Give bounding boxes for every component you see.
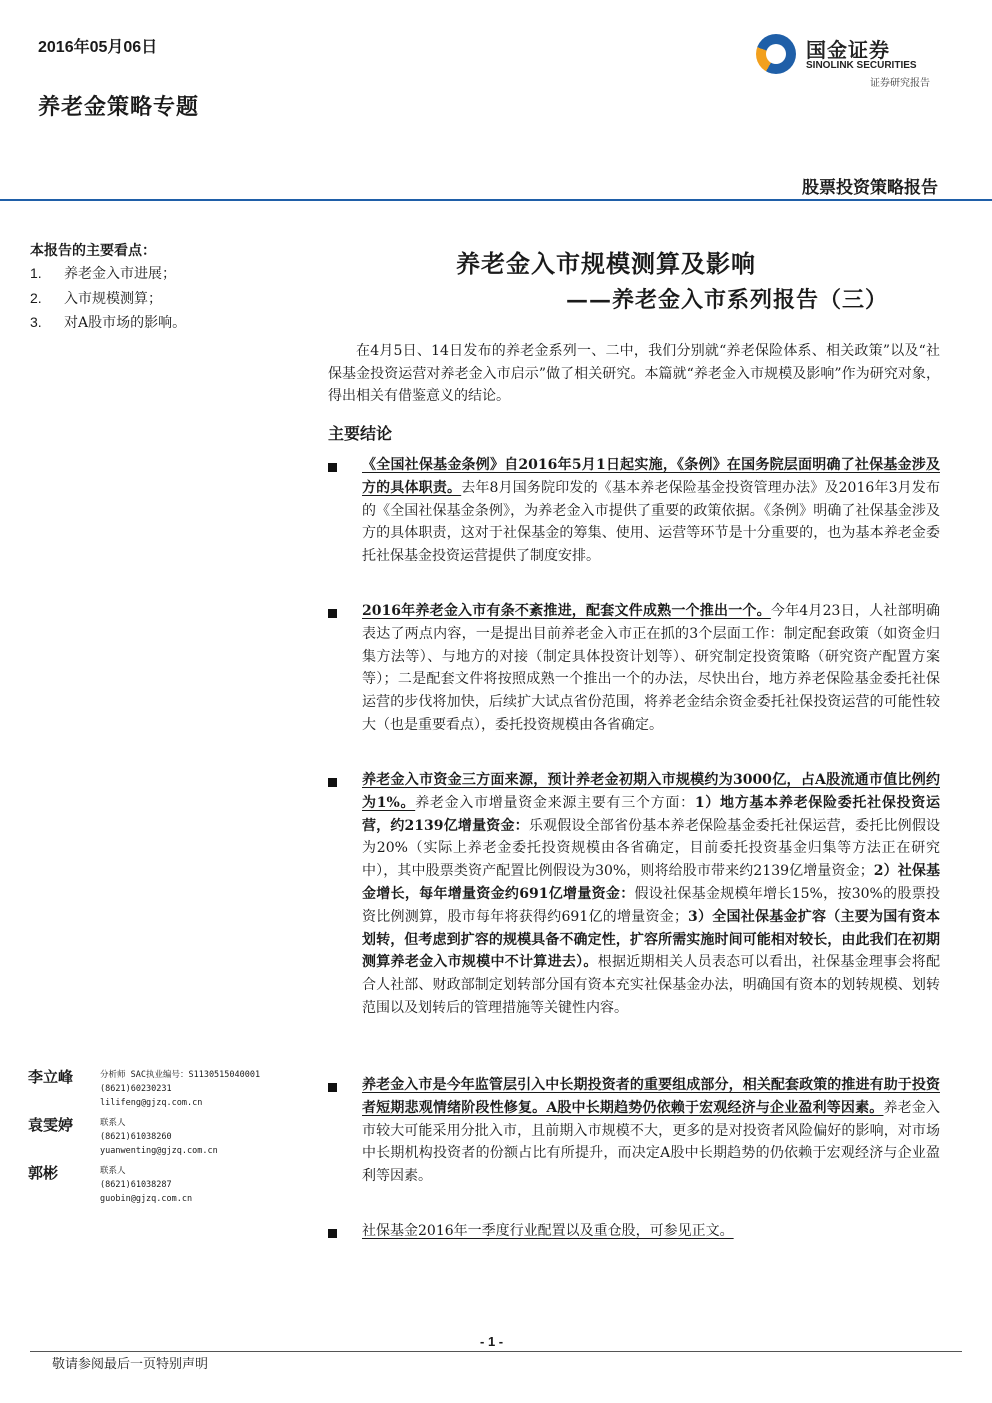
conclusion-headline: 2016年养老金入市有条不紊推进，配套文件成熟一个推出一个。 <box>362 603 771 619</box>
analyst-phone: (8621)61038260 <box>100 1132 172 1142</box>
intro-paragraph: 在4月5日、14日发布的养老金系列一、二中，我们分别就“养老保险体系、相关政策”以及“社保基金投资运营对养老金入市启示”做了相关研究。本篇就“养老金入市规模及影响”作为研究对象，得出相关有借鉴意义的结论。 <box>328 343 940 404</box>
logo-en-text: SINOLINK SECURITIES <box>806 60 917 71</box>
list-item <box>30 287 186 312</box>
bullet-square-icon <box>328 463 337 472</box>
conclusion-subpoint: 2）社保基金增长，每年增量资金约691亿增量资金： <box>362 863 940 902</box>
conclusion-headline: 《全国社保基金条例》自2016年5月1日起实施，《条例》在国务院层面明确了社保基金涉及方的具体职责。 <box>362 457 940 496</box>
bullet-square-icon <box>328 1229 337 1238</box>
conclusion-body: 养老金入市增量资金来源主要有三个方面： <box>415 794 695 811</box>
list-item <box>30 262 186 287</box>
list-item-text: 对A股市场的影响。 <box>64 315 187 331</box>
conclusion-headline: 养老金入市是今年监管层引入中长期投资者的重要组成部分，相关配套政策的推进有助于投资者短期悲观情绪阶段性修复。A股中长期趋势仍依赖于宏观经济与企业盈利等因素。 <box>362 1077 940 1116</box>
conclusion-headline: 养老金入市资金三方面来源，预计养老金初期入市规模约为3000亿，占A股流通市值比例约为1%。 <box>362 772 940 811</box>
page-number: - 1 - <box>480 1334 504 1349</box>
report-type: 股票投资策略报告 <box>802 178 938 198</box>
conclusion-body: 去年8月国务院印发的《基本养老保险基金投资管理办法》及2016年3月发布的《全国社保基金条例》，为养老金入市提供了重要的政策依据。《条例》明确了社保基金涉及方的具体职责，这对于社保基金的筹集、使用、运营等环节是十分重要的，也为基本养老金委托社保基金投资运营提供了制度安排。 <box>362 479 941 565</box>
logo-sub-text: 证券研究报告 <box>870 78 930 89</box>
conclusion-item <box>328 454 940 568</box>
conclusion-subpoint: 1）地方基本养老保险委托社保投资运营，约2139亿增量资金： <box>362 794 941 834</box>
conclusion-body: 根据近期相关人员表态可以看出，社保基金理事会将配合人社部、财政部制定划转部分国有资本充实社保基金办法，明确国有资本的划转规模、划转范围以及划转后的管理措施等关键性内容。 <box>362 954 941 1016</box>
conclusion-item <box>328 600 940 737</box>
list-item-num: 2. <box>30 289 42 306</box>
footer-divider <box>30 1351 962 1352</box>
bullet-square-icon <box>328 778 337 787</box>
conclusion-item <box>328 769 940 1020</box>
list-item-text: 入市规模测算； <box>64 290 162 307</box>
series-title: 养老金策略专题 <box>38 94 200 120</box>
footer-disclaimer: 敬请参阅最后一页特别声明 <box>52 1357 209 1372</box>
conclusion-item <box>328 1220 940 1243</box>
report-date: 2016年05月06日 <box>38 39 158 56</box>
analyst-contacts <box>28 1068 298 1212</box>
analyst-name: 李立峰 <box>28 1068 74 1086</box>
analyst-role: 联系人 <box>100 1166 126 1176</box>
conclusion-item <box>328 1074 940 1188</box>
logo-emblem-icon <box>756 34 796 74</box>
list-item-num: 1. <box>30 265 42 281</box>
list-item-num: 3. <box>30 314 42 330</box>
highlights-heading: 本报告的主要看点： <box>30 243 156 259</box>
list-item-text: 养老金入市进展； <box>64 266 176 282</box>
company-logo <box>756 30 951 92</box>
logo-cn-text: 国金证券 <box>806 38 890 62</box>
analyst-role: 分析师 SAC执业编号：S1130515040001 <box>100 1070 261 1080</box>
header-divider <box>0 199 992 201</box>
conclusion-body: 社保基金2016年一季度行业配置以及重仓股，可参见正文。 <box>362 1223 734 1239</box>
conclusion-body: 今年4月23日，人社部明确表达了两点内容，一是提出目前养老金入市正在抓的3个层面工作：制定配套政策（如资金归集方法等）、与地方的对接（制定具体投资计划等）、研究制定投资策略（研究资产配置方案等）；二是配套文件将按照成熟一个推出一个的办法，尽快出台，地方养老保险基金委托社保运营的步伐将加快，后续扩大试点省份范围，将养老金结余资金委托社保投资运营的可能性较大（也是重要看点），委托投资规模由各省确定。 <box>362 603 940 733</box>
bullet-square-icon <box>328 609 337 618</box>
report-subtitle: ——养老金入市系列报告（三） <box>566 287 889 313</box>
analyst-name: 郭彬 <box>28 1164 59 1182</box>
conclusions-heading: 主要结论 <box>328 424 393 443</box>
analyst-card <box>28 1116 298 1164</box>
report-title: 养老金入市规模测算及影响 <box>456 249 756 278</box>
analyst-email[interactable]: yuanwenting@gjzq.com.cn <box>100 1146 218 1156</box>
bullet-square-icon <box>328 1083 337 1092</box>
analyst-phone: (8621)60230231 <box>100 1084 172 1094</box>
analyst-name: 袁雯婷 <box>28 1116 74 1134</box>
conclusion-body: 乐观假设全部省份基本养老保险基金委托社保运营，委托比例假设为20%（实际上养老金委托投资规模由各省确定，目前委托投资基金归集等方法正在研究中），其中股票类资产配置比例假设为30%，则将给股市带来约2139亿增量资金； <box>362 817 941 880</box>
conclusion-body: 假设社保基金规模年增长15%，按30%的股票投资比例测算，股市每年将获得约691亿的增量资金； <box>362 885 940 925</box>
analyst-email[interactable]: guobin@gjzq.com.cn <box>100 1194 193 1204</box>
highlights-list <box>30 262 186 336</box>
analyst-email[interactable]: lilifeng@gjzq.com.cn <box>100 1098 203 1108</box>
analyst-card <box>28 1164 298 1212</box>
analyst-card <box>28 1068 298 1116</box>
list-item <box>30 311 186 336</box>
conclusion-body: 养老金入市较大可能采用分批入市，且前期入市规模不大，更多的是对投资者风险偏好的影响，对市场中长期机构投资者的份额占比有所提升，而决定A股中长期趋势的仍依赖于宏观经济与企业盈利等因素。 <box>362 1099 940 1185</box>
conclusion-subpoint: 3）全国社保基金扩容（主要为国有资本划转，但考虑到扩容的规模具备不确定性，扩容所需实施时间可能相对较长，由此我们在初期测算养老金入市规模中不计算进去）。 <box>362 908 940 971</box>
analyst-phone: (8621)61038287 <box>100 1180 172 1190</box>
analyst-role: 联系人 <box>100 1118 126 1128</box>
